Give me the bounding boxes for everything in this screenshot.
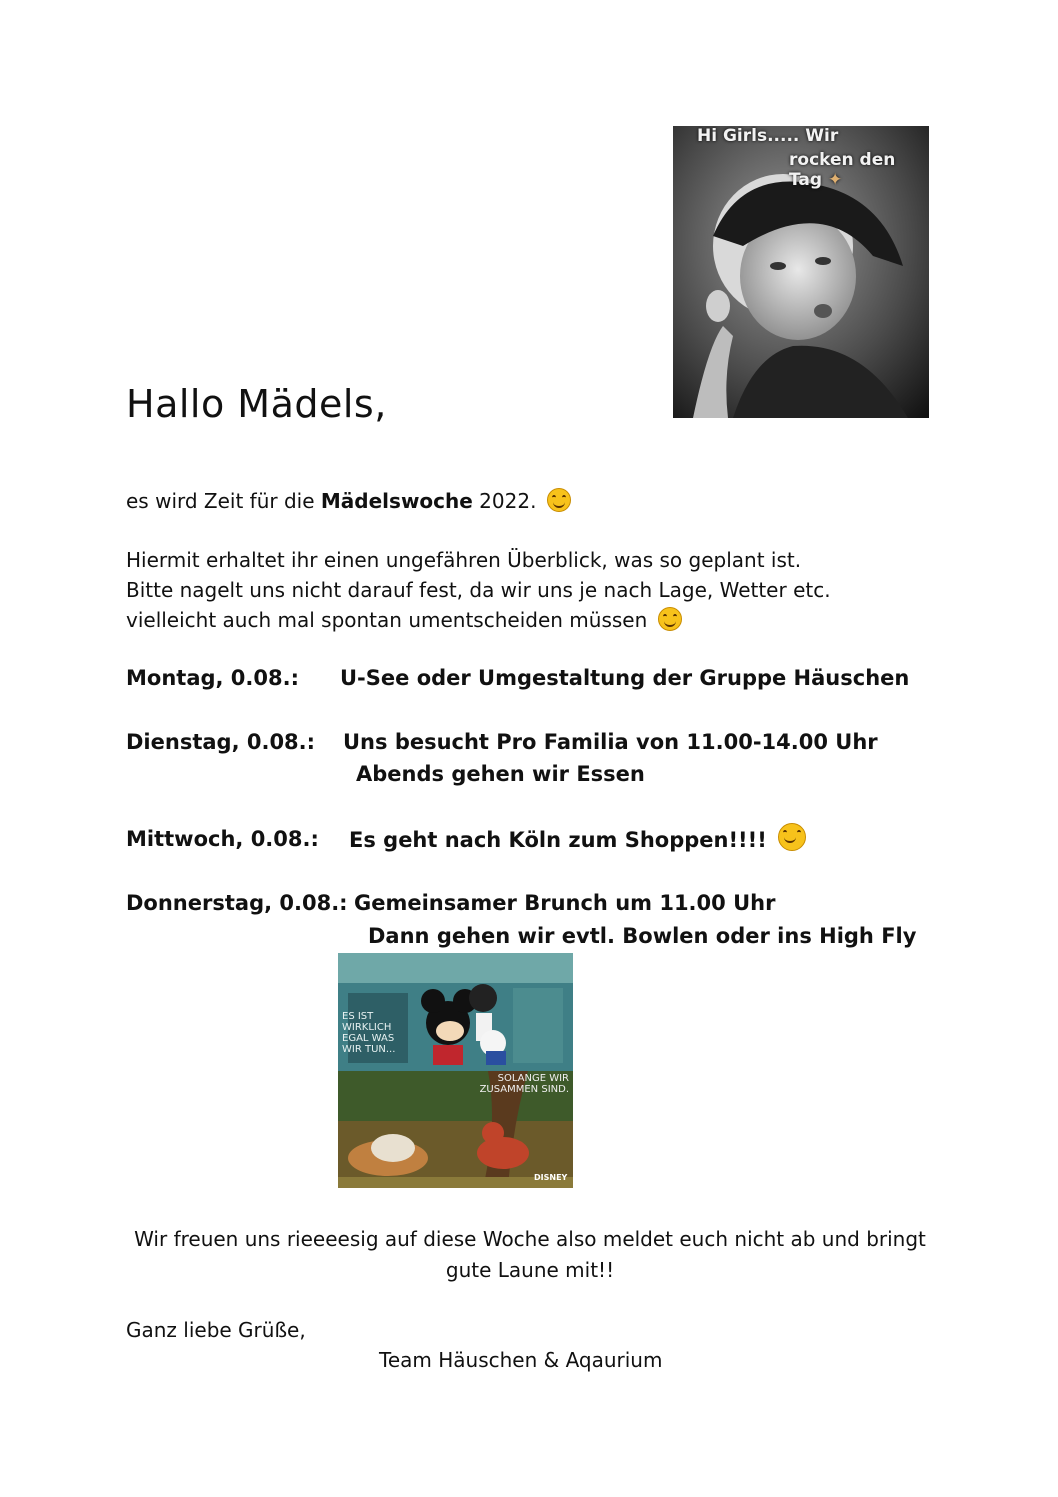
cartoon-bottom-text: SOLANGE WIR ZUSAMMEN SIND.: [479, 1073, 569, 1095]
intro-bold-text: Mädelswoche: [320, 489, 473, 513]
schedule-thursday-line2: Dann gehen wir evtl. Bowlen oder ins High Fly: [368, 924, 917, 948]
schedule-tuesday-line1: Uns besucht Pro Familia von 11.00-14.00 Uhr: [343, 730, 878, 754]
girl-photo: [673, 126, 929, 418]
photo-caption-line2-text: rocken den Tag: [789, 150, 896, 190]
photo-caption-line1: Hi Girls..... Wir: [697, 126, 839, 146]
schedule-day-monday: Montag, 0.08.:: [126, 666, 299, 690]
schedule-tuesday-line2: Abends gehen wir Essen: [356, 762, 645, 786]
schedule-wednesday-text: Es geht nach Köln zum Shoppen!!!!: [349, 828, 767, 852]
schedule-day-wednesday: Mittwoch, 0.08.:: [126, 827, 319, 851]
wink-icon: [658, 607, 682, 631]
overview-line2: Bitte nagelt uns nicht darauf fest, da wir uns je nach Lage, Wetter etc.: [126, 578, 831, 602]
disney-logo: DISNEY: [534, 1173, 568, 1182]
schedule-monday-line1: U-See oder Umgestaltung der Gruppe Häuschen: [340, 666, 910, 690]
schedule-wednesday-line1: [349, 823, 806, 856]
team-signature: Team Häuschen & Aqaurium: [379, 1348, 663, 1372]
overview-line3: [126, 605, 831, 635]
rock-hand-icon: ✦: [827, 170, 843, 190]
closing-line2: gute Laune mit!!: [445, 1258, 615, 1282]
signoff: Ganz liebe Grüße,: [126, 1318, 306, 1342]
intro-line: [126, 486, 571, 516]
intro-text: es wird Zeit für die: [126, 489, 321, 513]
cartoon-image: [338, 953, 573, 1188]
overview-line3-text: vielleicht auch mal spontan umentscheiden müssen: [126, 608, 648, 632]
closing-line1: Wir freuen uns rieeeesig auf diese Woche also meldet euch nicht ab und bringt: [134, 1227, 926, 1251]
schedule-thursday-line1: Gemeinsamer Brunch um 11.00 Uhr: [354, 891, 776, 915]
schedule-day-tuesday: Dienstag, 0.08.:: [126, 730, 316, 754]
intro-year-text: 2022.: [472, 489, 537, 513]
cartoon-image-art: [338, 953, 573, 1188]
overview-line1: Hiermit erhaltet ihr einen ungefähren Überblick, was so geplant ist.: [126, 548, 802, 572]
overview-paragraph: [126, 545, 831, 635]
cartoon-top-text: ES IST WIRKLICH EGAL WAS WIR TUN...: [342, 1011, 396, 1055]
schedule-day-thursday: Donnerstag, 0.08.:: [126, 891, 348, 915]
smiley-icon: [778, 823, 806, 851]
smiley-icon: [547, 488, 571, 512]
greeting-heading: Hallo Mädels,: [126, 382, 387, 426]
photo-caption-line2: [789, 150, 929, 190]
